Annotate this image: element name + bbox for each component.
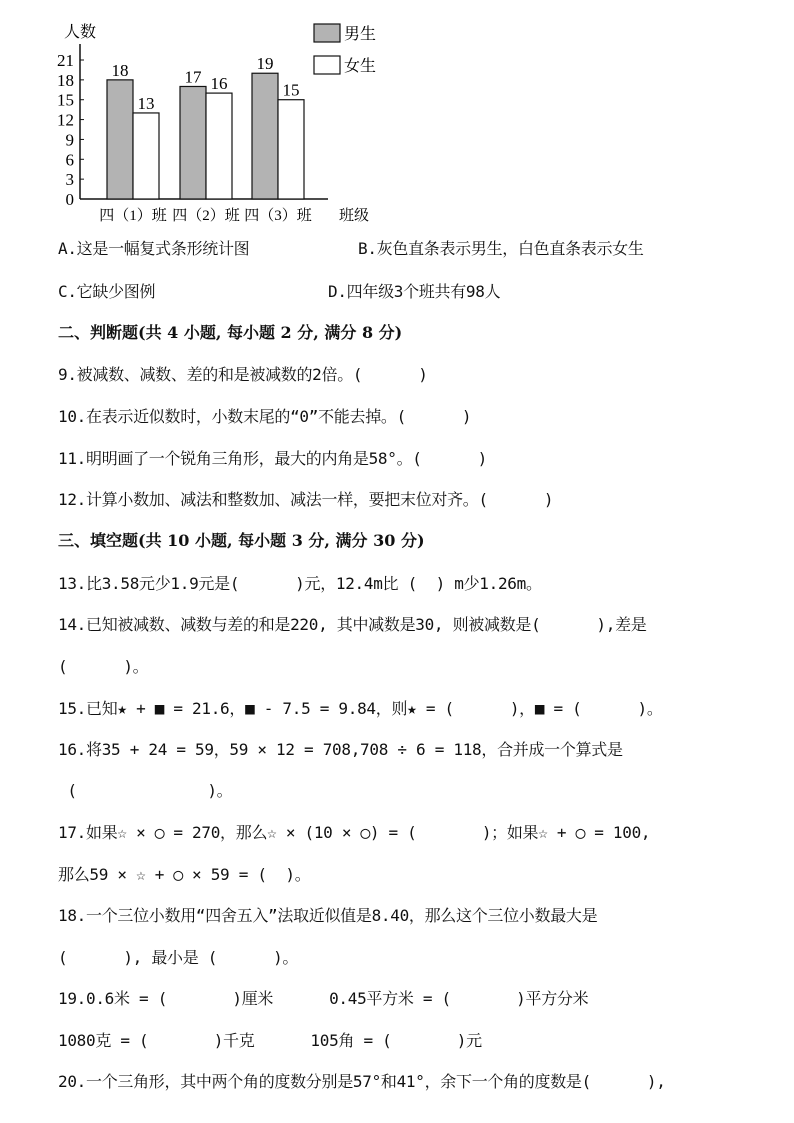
question-18-line2: ( ), 最小是 ( )。 bbox=[58, 948, 299, 967]
question-11: 11.明明画了一个锐角三角形，最大的内角是58°。( ) bbox=[58, 449, 487, 468]
bar-boys bbox=[107, 80, 133, 199]
y-tick-label: 21 bbox=[57, 51, 74, 70]
question-13: 13.比3.58元少1.9元是( )元，12.4m比 ( ) m少1.26m。 bbox=[58, 574, 542, 593]
bar-girls bbox=[206, 93, 232, 199]
question-16-line1: 16.将35 + 24 = 59，59 × 12 = 708,708 ÷ 6 = 118，合并成一个算式是 bbox=[58, 740, 623, 759]
option-c: C.它缺少图例 bbox=[58, 282, 156, 301]
y-tick-label: 9 bbox=[65, 130, 74, 150]
y-tick-label: 6 bbox=[65, 150, 74, 170]
bar-girls bbox=[133, 113, 159, 199]
question-20: 20.一个三角形，其中两个角的度数分别是57°和41°，余下一个角的度数是( ), bbox=[58, 1072, 666, 1091]
legend-swatch bbox=[314, 24, 340, 42]
section-2-heading: 二、判断题(共 4 小题, 每小题 2 分, 满分 8 分) bbox=[58, 323, 403, 342]
legend-label: 男生 bbox=[344, 26, 377, 43]
question-10: 10.在表示近似数时，小数末尾的“0”不能去掉。( ) bbox=[58, 407, 472, 426]
question-12: 12.计算小数加、减法和整数加、减法一样，要把末位对齐。( ) bbox=[58, 490, 554, 509]
option-b: B.灰色直条表示男生，白色直条表示女生 bbox=[358, 239, 644, 258]
question-18-line1: 18.一个三位小数用“四舍五入”法取近似值是8.40，那么这个三位小数最大是 bbox=[58, 906, 598, 925]
y-tick-label: 0 bbox=[65, 190, 74, 209]
y-axis-label: 人数 bbox=[64, 24, 97, 41]
y-tick-label: 18 bbox=[57, 70, 74, 90]
category-label: 四（1）班 bbox=[99, 208, 167, 224]
question-15: 15.已知★ + ■ = 21.6，■ - 7.5 = 9.84，则★ = ( )，■ = ( )。 bbox=[58, 699, 663, 718]
bar-boys bbox=[252, 73, 278, 199]
chart-svg bbox=[52, 14, 392, 228]
question-19-line2: 1080克 = ( )千克 105角 = ( )元 bbox=[58, 1031, 482, 1050]
y-tick-label: 12 bbox=[57, 110, 74, 130]
category-label: 四（2）班 bbox=[172, 208, 240, 224]
question-17-line2: 那么59 × ☆ + ◯ × 59 = ( )。 bbox=[58, 865, 311, 884]
legend-label: 女生 bbox=[344, 58, 377, 75]
question-19-line1: 19.0.6米 = ( )厘米 0.45平方米 = ( )平方分米 bbox=[58, 989, 589, 1008]
bar-value-label: 18 bbox=[111, 60, 129, 80]
x-axis-label: 班级 bbox=[339, 208, 370, 224]
question-17-line1: 17.如果☆ × ◯ = 270，那么☆ × (10 × ◯) = ( )；如果☆ + ◯ = 100, bbox=[58, 823, 651, 842]
question-14-line2: ( )。 bbox=[58, 657, 149, 676]
y-tick-label: 3 bbox=[65, 170, 74, 190]
bar-value-label: 15 bbox=[282, 80, 300, 100]
question-9: 9.被减数、减数、差的和是被减数的2倍。( ) bbox=[58, 365, 428, 384]
y-tick-label: 15 bbox=[57, 90, 74, 110]
bar-value-label: 17 bbox=[184, 67, 202, 87]
legend-swatch bbox=[314, 56, 340, 74]
bar-boys bbox=[180, 86, 206, 199]
bar-girls bbox=[278, 100, 304, 199]
option-d: D.四年级3个班共有98人 bbox=[328, 282, 501, 301]
category-label: 四（3）班 bbox=[244, 208, 312, 224]
bar-value-label: 16 bbox=[210, 74, 228, 94]
option-a: A.这是一幅复式条形统计图 bbox=[58, 239, 250, 258]
bar-value-label: 19 bbox=[256, 54, 274, 74]
question-16-line2: ( )。 bbox=[58, 781, 233, 800]
question-14-line1: 14.已知被减数、减数与差的和是220, 其中减数是30, 则被减数是( ),差是 bbox=[58, 615, 647, 634]
bar-value-label: 13 bbox=[137, 93, 155, 113]
bar-chart bbox=[52, 14, 392, 228]
section-3-heading: 三、填空题(共 10 小题, 每小题 3 分, 满分 30 分) bbox=[58, 531, 425, 550]
